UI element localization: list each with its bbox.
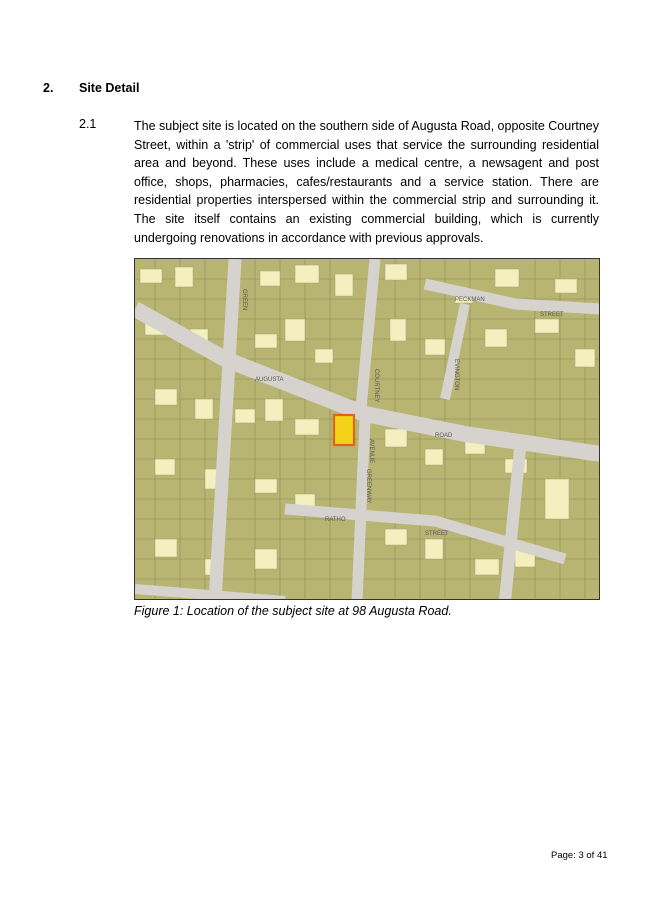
figure-caption: Figure 1: Location of the subject site at 98 Augusta Road.: [134, 604, 452, 618]
street-label: RATHO: [325, 517, 346, 523]
street-label: PECKMAN: [455, 297, 485, 303]
page-number: Page: 3 of 41: [551, 850, 608, 861]
street-label: AVENUE: [368, 439, 374, 464]
street-label: COURTNEY: [373, 369, 379, 403]
location-map: [134, 258, 600, 600]
paragraph-number: 2.1: [79, 117, 97, 131]
paragraph-text: The subject site is located on the southern side of Augusta Road, opposite Courtney Street, within a 'strip' of commercial uses that service the surrounding residential area and beyond. These uses include a medical centre, a newsagent and post office, shops, pharmacies, cafes/restaurants and a service station. There are residential properties interspersed within the commercial strip and surrounding it. The site itself contains an existing commercial building, which is currently undergoing renovations in accordance with previous approvals.: [134, 119, 599, 245]
subject-site-marker: [334, 415, 354, 445]
section-number: 2.: [43, 81, 54, 95]
street-label: GREEN: [241, 289, 247, 311]
street-label: STREET: [540, 312, 564, 318]
street-label: STREET: [425, 531, 449, 537]
street-label: EVINGTON: [453, 359, 459, 391]
map-graphic: [135, 259, 600, 600]
street-label: AUGUSTA: [255, 377, 284, 383]
street-label: ROAD: [435, 433, 453, 439]
section-title: Site Detail: [79, 81, 140, 95]
street-label: GREENWAY: [365, 469, 371, 504]
